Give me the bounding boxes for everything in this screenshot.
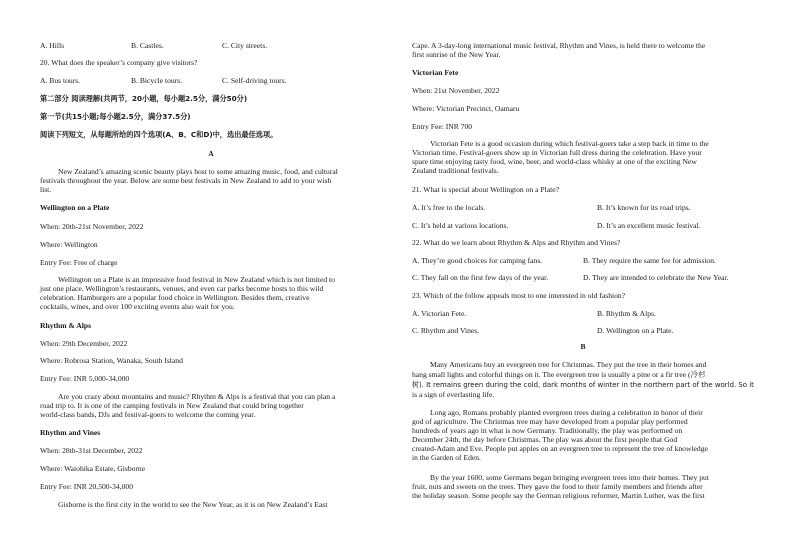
q20-option-c: C. Self-driving tours. [222,76,287,85]
festival-when: When: 20th-21st November, 2022 [40,222,144,231]
festival-when: When: 21st November, 2022 [412,86,500,95]
q23-option-a: A. Victorian Fete. [412,309,467,318]
festival-title: Rhythm & Alps [40,321,92,330]
festival-body-line: Victorian Fete is a good occasion during which festival-goers take a step back in time to the [430,139,709,148]
festival-fee: Entry Fee: INR 700 [412,122,473,131]
festival-body-line: cocktails, wines, and over 100 exciting events also wait for you. [40,302,235,311]
passage-b-line: hundreds of years ago in what is now Germany. Traditionally, the play was performed on [412,426,683,435]
passage-b-line: 树). It remains green during the cold, dark months of winter in the northern part of the world. So it [412,380,754,389]
festival-body-line: Are you crazy about mountains and music? Rhythm & Alps is a festival that you can plan a [58,392,336,401]
q19-option-b: B. Castles. [131,41,164,50]
festival-fee: Entry Fee: INR 20,500-34,000 [40,482,134,491]
passage-b-line: Long ago, Romans probably planted evergreen trees during a celebration in honor of their [430,408,703,417]
intro-line: festivals throughout the year. Below are some best festivals in New Zealand to add to your wish [40,176,332,185]
q22-option-d: D. They are intended to celebrate the New Year. [583,273,729,282]
festival-when: When: 28th-31st December, 2022 [40,446,143,455]
q22-option-c: C. They fall on the first few days of the year. [412,273,549,282]
q21-option-c: C. It’s held at various locations. [412,221,509,230]
q19-option-c: C. City streets. [222,41,268,50]
passage-b-line: the holiday season. Some people say the German religious reformer, Martin Luther, was the first [412,491,705,500]
festival-title: Rhythm and Vines [40,428,101,437]
passage-b-line: fruit, nuts and sweets on the trees. They gave the food to their family members and friends after [412,482,703,491]
section1-instructions: 阅读下列短文，从每题所给的四个选项(A、B、C和D)中，选出最佳选项。 [40,130,278,139]
q22-question: 22. What do we learn about Rhythm & Alps and Rhythm and Vines? [412,238,621,247]
festival-where: Where: Wellington [40,240,98,249]
festival-title: Victorian Fete [412,68,459,77]
section1-title: 第一节(共15小题;每小题2.5分，满分37.5分) [40,112,191,121]
passage-b-line: By the year 1600, some Germans began bringing evergreen trees into their homes. They put [430,473,709,482]
q19-option-a: A. Hills [40,41,65,50]
festival-body-line: road trip to. It is one of the camping festivals in New Zealand that could bring together [40,401,304,410]
passage-b-line: Many Americans buy an evergreen tree for Christmas. They put the tree in their homes and [430,360,707,369]
festival-where: Where: Victorian Precinct, Oamaru [412,104,520,113]
intro-line: list. [40,185,52,194]
passage-a-label: A [208,149,214,158]
q20-option-a: A. Bus tours. [40,76,81,85]
festival-body-line: just one place. Wellington’s restaurants, venues, and even car parks become hosts to this wild [40,284,324,293]
q23-question: 23. Which of the follow appeals most to one interested in old fashion? [412,291,626,300]
passage-b-line: god of agriculture. The Christmas tree may have developed from a popular play performed [412,417,688,426]
q21-question: 21. What is special about Wellington on a Plate? [412,185,559,194]
passage-b-line: is a sign of everlasting life. [412,390,495,399]
part2-title: 第二部分 阅读理解(共两节，20小题，每小题2.5分，满分50分) [40,94,248,103]
festival-body-line: Cape. A 3-day-long international music festival, Rhythm and Vines, is held there to welcome the [412,41,706,50]
festival-fee: Entry Fee: INR 5,000-34,000 [40,374,130,383]
festival-title: Wellington on a Plate [40,203,110,212]
q21-option-a: A. It’s free to the locals. [412,203,486,212]
q21-option-d: D. It’s an excellent music festival. [597,221,701,230]
q20-option-b: B. Bicycle tours. [131,76,183,85]
festival-body-line: spare time enjoying tasty food, wine, beer, and world-class whisky at one of the exciting New [412,157,697,166]
festival-body-line: Zealand traditional festivals. [412,166,499,175]
q22-option-b: B. They require the same fee for admission. [583,256,716,265]
passage-b-line: December 24th, the day before Christmas. The play was about the first people that God [412,435,678,444]
passage-b-line: created-Adam and Eve. People put apples on an evergreen tree to represent the tree of knowledge [412,444,708,453]
intro-line: New Zealand’s amazing scenic beauty plays host to some amazing music, food, and cultural [58,167,338,176]
q23-option-b: B. Rhythm & Alps. [597,309,656,318]
festival-body-line: celebration. Hamburgers are a popular food choice in Wellington. Besides them, creative [40,293,310,302]
festival-body-line: Gisborne is the first city in the world to see the New Year, as it is on New Zealand’s East [58,500,328,509]
q21-option-b: B. It’s known for its road trips. [597,203,691,212]
passage-b-line: hang small lights and colorful things on it. The evergreen tree is usually a pine or a fir tree (冷杉 [412,370,706,379]
festival-body-line: first sunrise of the New Year. [412,50,501,59]
festival-body-line: Wellington on a Plate is an impressive food festival in New Zealand which is not limited to [58,275,335,284]
passage-b-line: in the Garden of Eden. [412,453,481,462]
festival-body-line: Victorian time. Festival-goers show up in Victorian full dress during the celebration. Have your [412,148,702,157]
festival-when: When: 29th December, 2022 [40,339,128,348]
festival-where: Where: Robrosa Station, Wanaka, South Island [40,356,183,365]
q22-option-a: A. They’re good choices for camping fans. [412,256,543,265]
passage-b-label: B [580,342,586,351]
q23-option-d: D. Wellington on a Plate. [597,326,674,335]
q20-question: 20. What does the speaker’s company give visitors? [40,58,198,67]
q23-option-c: C. Rhythm and Vines. [412,326,480,335]
festival-where: Where: Waiohika Estate, Gisborne [40,464,146,473]
festival-body-line: world-class bands, DJs and festival-goers to welcome the coming year. [40,410,256,419]
festival-fee: Entry Fee: Free of charge [40,258,118,267]
